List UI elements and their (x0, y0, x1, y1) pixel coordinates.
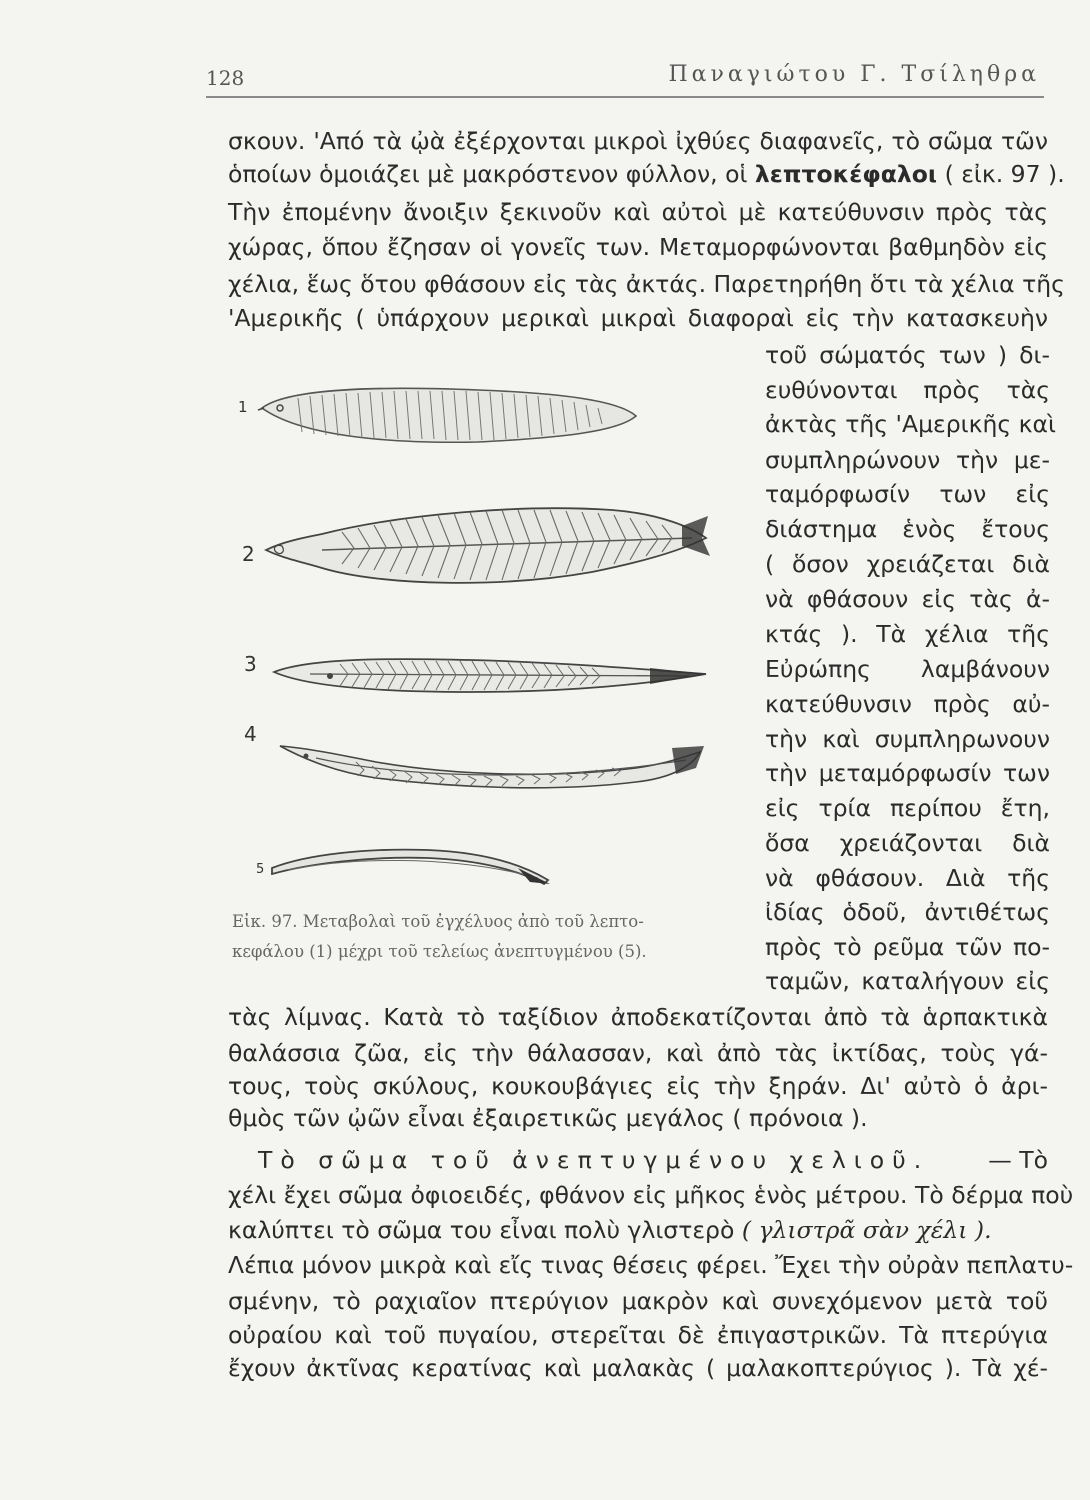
side-text-line: ταμῶν, καταλήγουν εἰς (765, 967, 1050, 995)
text-line: Λέπια μόνον μικρὰ καὶ εἴς τινας θέσεις φέρει. Ἔχει τὴν οὐρὰν πεπλατυ- (228, 1251, 1074, 1279)
text-line: τὰς λίμνας. Κατὰ τὸ ταξίδιον ἀποδεκατίζονται ἀπὸ τὰ ἁρπακτικὰ (228, 1003, 1048, 1031)
text-fragment: καλύπτει τὸ σῶμα του εἶναι πολὺ γλιστερὸ (228, 1216, 735, 1244)
side-text-line: νὰ φθάσουν εἰς τὰς ἀ- (765, 585, 1050, 613)
side-text-line: τὴν μεταμόρφωσίν των (765, 759, 1050, 787)
text-line: οὐραίου καὶ τοῦ πυγαίου, στερεῖται δὲ ἐπιγαστρικῶν. Τὰ πτερύγια (228, 1321, 1048, 1349)
text-line: Τὴν ἐπομένην ἄνοιξιν ξεκινοῦν καὶ αὐτοὶ μὲ κατεύθυνσιν πρὸς τὰς (228, 198, 1048, 226)
glass-eel-stage-3-illustration (270, 650, 710, 710)
text-line: 'Αμερικῆς ( ὑπάρχουν μερικαὶ μικραὶ διαφοραὶ εἰς τὴν κατασκευὴν (228, 304, 1048, 332)
text-line: ἔχουν ἀκτῖνας κερατίνας καὶ μαλακὰς ( μαλακοπτερύγιος ). Τὰ χέ- (228, 1354, 1048, 1382)
running-head: Παναγιώτου Γ. Τσίληθρα (668, 62, 1040, 87)
side-text-line: κτάς ). Τὰ χέλια τῆς (765, 620, 1050, 648)
figure-label-4: 4 (244, 722, 257, 746)
figure-label-3: 3 (244, 652, 257, 676)
text-line: χώρας, ὅπου ἔζησαν οἱ γονεῖς των. Μεταμορφώνονται βαθμηδὸν εἰς (228, 233, 1048, 261)
side-text-line: τοῦ σώματός των ) δι- (765, 341, 1050, 369)
italic-phrase: ( γλιστρᾶ σὰν χέλι ). (741, 1216, 992, 1244)
section-heading-line (228, 1145, 1048, 1175)
text-line: χέλι ἔχει σῶμα ὀφιοειδές, φθάνον εἰς μῆκος ἑνὸς μέτρου. Τὸ δέρμα ποὺ (228, 1181, 1074, 1209)
section-heading: Τὸ σῶμα τοῦ ἀνεπτυγμένου χελιοῦ. (258, 1146, 930, 1174)
adult-eel-stage-5-illustration (268, 838, 558, 888)
side-text-line: ταμόρφωσίν των εἰς (765, 480, 1050, 508)
side-text-line: τὴν καὶ συμπληρωνουν (765, 725, 1050, 753)
side-text-line: εἰς τρία περίπου ἔτη, (765, 794, 1050, 822)
side-text-line: Εὐρώπης λαμβάνουν (765, 655, 1050, 683)
figure-label-1: 1 (238, 398, 248, 416)
text-line (228, 1215, 1048, 1245)
figure-label-5: 5 (256, 862, 265, 877)
text-line: τους, τοὺς σκύλους, κουκουβάγιες εἰς τὴν ξηράν. Δι' αὐτὸ ὁ ἀρι- (228, 1072, 1048, 1100)
side-text-line: ἀκτὰς τῆς 'Αμερικῆς καὶ (765, 410, 1056, 438)
text-line: χέλια, ἕως ὅτου φθάσουν εἰς τὰς ἀκτάς. Παρετηρήθη ὅτι τὰ χέλια τῆς (228, 270, 1065, 298)
section-dash: — Τὸ (988, 1146, 1048, 1174)
text-line: σμένην, τὸ ραχιαῖον πτερύγιον μακρὸν καὶ συνεχόμενον μετὰ τοῦ (228, 1287, 1048, 1315)
text-line: θαλάσσια ζῶα, εἰς τὴν θάλασσαν, καὶ ἀπὸ τὰς ἰκτίδας, τοὺς γά- (228, 1039, 1048, 1067)
text-line: σκουν. 'Από τὰ ᾠὰ ἐξέρχονται μικροὶ ἰχθύες διαφανεῖς, τὸ σῶμα τῶν (228, 127, 1048, 155)
side-text-line: ( ὅσον χρειάζεται διὰ (765, 550, 1050, 578)
leptocephalus-stage-1-illustration (258, 380, 648, 460)
figure-label-2: 2 (242, 542, 255, 566)
side-text-line: νὰ φθάσουν. Διὰ τῆς (765, 864, 1050, 892)
figure-caption-line: Εἰκ. 97. Μεταβολαὶ τοῦ ἐγχέλυος ἀπὸ τοῦ λεπτο- (232, 912, 644, 931)
header-rule (206, 96, 1044, 98)
side-text-line: συμπληρώνουν τὴν με- (765, 446, 1050, 474)
figure-reference: ( εἰκ. 97 ). (944, 160, 1065, 188)
figure-caption-line: κεφάλου (1) μέχρι τοῦ τελείως ἀνεπτυγμένου (5). (232, 942, 647, 961)
elver-stage-4-illustration (276, 738, 706, 798)
side-text-line: ευθύνονται πρὸς τὰς (765, 376, 1050, 404)
side-text-line: διάστημα ἑνὸς ἔτους (765, 515, 1050, 543)
bold-term: λεπτοκέφαλοι (754, 160, 938, 188)
text-line: θμὸς τῶν ᾠῶν εἶναι ἐξαιρετικῶς μεγάλος ( πρόνοια ). (228, 1104, 868, 1132)
side-text-line: κατεύθυνσιν πρὸς αὐ- (765, 690, 1050, 718)
text-line (228, 159, 1065, 189)
leptocephalus-stage-2-illustration (262, 498, 712, 598)
text-fragment: ὁποίων ὁμοιάζει μὲ μακρόστενον φύλλον, οἱ (228, 160, 748, 188)
side-text-line: ὅσα χρειάζονται διὰ (765, 829, 1050, 857)
side-text-line: πρὸς τὸ ρεῦμα τῶν πο- (765, 933, 1050, 961)
page-number: 128 (206, 66, 245, 90)
side-text-line: ἰδίας ὁδοῦ, ἀντιθέτως (765, 898, 1050, 926)
